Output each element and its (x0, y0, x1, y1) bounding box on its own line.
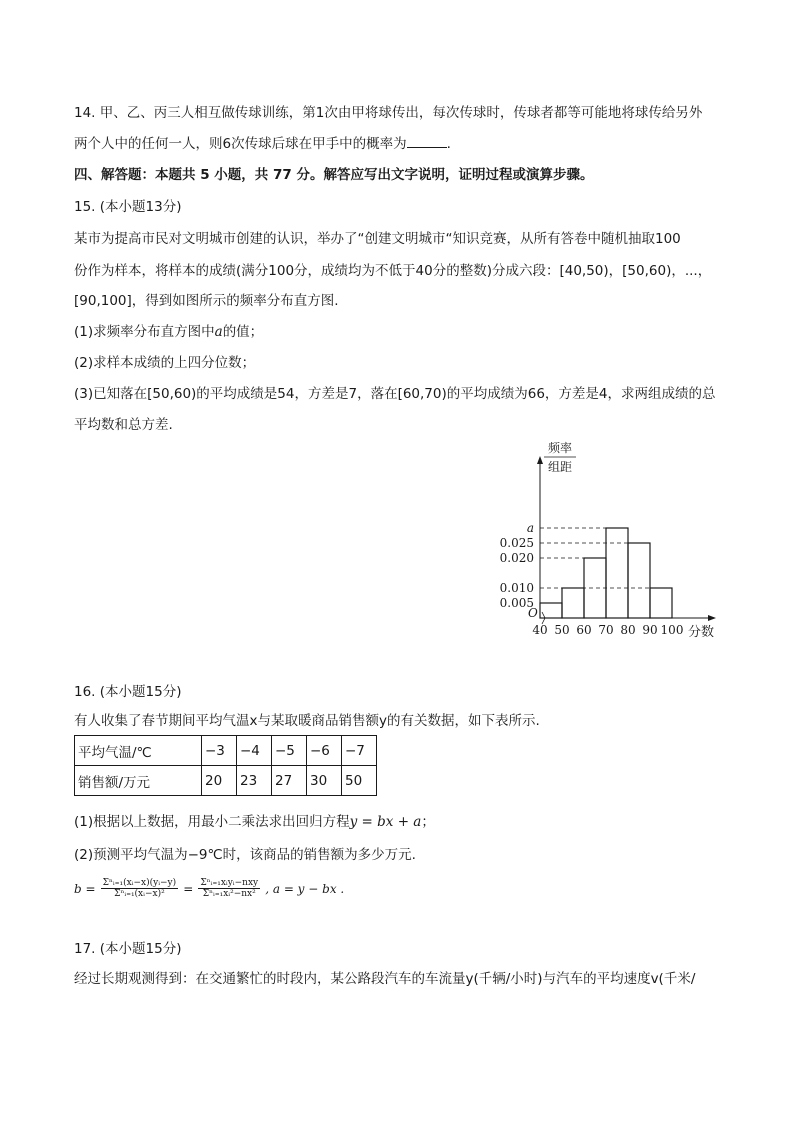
formula-frac1-numerator: Σⁿᵢ₌₁(xᵢ−x)(yᵢ−y) (102, 878, 177, 888)
q14-line2-text: 两个人中的任何一人，则6次传球后球在甲手中的概率为 (74, 136, 407, 152)
x-tick-label: 90 (642, 623, 658, 637)
q15-sub1-post: 的值； (222, 324, 264, 340)
formula-frac2-numerator: Σⁿᵢ₌₁xᵢyᵢ−nxy (200, 878, 259, 888)
y-label-numerator: 频率 (547, 441, 573, 455)
histogram-bar (562, 588, 584, 618)
table-cell: 23 (237, 766, 272, 796)
histogram-bar (606, 528, 628, 618)
data-table (74, 735, 377, 796)
table-cell: −4 (237, 736, 272, 766)
x-axis-arrow (708, 615, 716, 621)
q16-intro: 有人收集了春节期间平均气温x与某取暖商品销售额y的有关数据，如下表所示. (74, 713, 540, 729)
histogram-bar (628, 543, 650, 618)
histogram-bar (540, 603, 562, 618)
q15-sub1 (74, 323, 263, 341)
y-axis-arrow (537, 456, 543, 464)
q16-sub1-pre: (1)根据以上数据，用最小二乘法求出回归方程 (74, 814, 350, 830)
formula-fraction-2 (198, 878, 260, 899)
q15-line2: 份作为样本，将样本的成绩(满分100分，成绩均为不低于40分的整数)分成六段：[40,50)，[50,60)，...， (74, 263, 712, 279)
table-cell: −3 (202, 736, 237, 766)
q16-sub1-post: ； (421, 814, 435, 830)
y-tick-label: 0.010 (499, 581, 534, 595)
formula-frac2-denominator: Σⁿᵢ₌₁xᵢ²−nx² (202, 889, 256, 899)
x-tick-label: 80 (620, 623, 636, 637)
x-tick-label: 40 (532, 623, 548, 637)
q16-sub2: (2)预测平均气温为−9℃时，该商品的销售额为多少万元. (74, 847, 416, 863)
q16-header: 16. (本小题15分) (74, 684, 182, 700)
formula-equals: = (183, 882, 194, 896)
regression-equation: y = bx + a (349, 814, 422, 830)
origin-label: O (528, 606, 538, 620)
y-tick-label: a (526, 521, 534, 535)
table-cell: 50 (342, 766, 377, 796)
y-tick-label: 0.020 (499, 551, 534, 565)
table-cell: 27 (272, 766, 307, 796)
answer-blank (407, 135, 447, 148)
x-tick-label: 50 (554, 623, 570, 637)
formula-a-part: , a = y − bx . (265, 882, 345, 896)
section4-header: 四、解答题：本题共 5 小题，共 77 分。解答应写出文字说明，证明过程或演算步骤。 (74, 167, 594, 183)
q17-header: 17. (本小题15分) (74, 941, 182, 957)
q15-sub1-var: a (214, 324, 223, 340)
q17-line1: 经过长期观测得到：在交通繁忙的时段内，某公路段汽车的车流量y(千辆/小时)与汽车的平均速度v(千米/ (74, 971, 696, 987)
x-tick-label: 60 (576, 623, 592, 637)
q15-line3: [90,100]，得到如图所示的频率分布直方图. (74, 293, 339, 309)
q14-line2-end: . (446, 136, 451, 152)
y-tick-label: 0.005 (499, 596, 534, 610)
table-cell: −6 (307, 736, 342, 766)
x-tick-label: 100 (660, 623, 684, 637)
histogram-bar (650, 588, 672, 618)
table-row2-label: 销售额/万元 (75, 766, 202, 796)
q15-header: 15. (本小题13分) (74, 199, 182, 215)
x-axis-label: 分数 (688, 625, 715, 640)
q16-sub1 (74, 813, 435, 831)
histogram-bar (584, 558, 606, 618)
table-cell: 20 (202, 766, 237, 796)
frequency-histogram (490, 440, 730, 650)
formula-fraction-1 (101, 878, 179, 899)
table-cell: 30 (307, 766, 342, 796)
q15-sub3-line1: (3)已知落在[50,60)的平均成绩是54，方差是7，落在[60,70)的平均成绩为66，方差是4，求两组成绩的总 (74, 386, 716, 402)
table-cell: −7 (342, 736, 377, 766)
q14-line1: 14. 甲、乙、丙三人相互做传球训练，第1次由甲将球传出，每次传球时，传球者都等可能地将球传给另外 (74, 105, 703, 121)
table-row1-label: 平均气温/℃ (75, 736, 202, 766)
y-label-denominator: 组距 (547, 460, 573, 474)
q15-sub3-line2: 平均数和总方差. (74, 417, 173, 433)
formula-frac1-denominator: Σⁿᵢ₌₁(xᵢ−x)² (114, 889, 165, 899)
table-cell: −5 (272, 736, 307, 766)
table-row (75, 766, 377, 796)
y-tick-label: 0.025 (499, 536, 534, 550)
q15-line1: 某市为提高市民对文明城市创建的认识，举办了“创建文明城市“知识竞赛，从所有答卷中随机抽取100 (74, 231, 681, 247)
q15-sub1-pre: (1)求频率分布直方图中 (74, 324, 215, 340)
formula-b-lhs: b = (74, 882, 96, 896)
x-tick-label: 70 (598, 623, 614, 637)
q15-sub2: (2)求样本成绩的上四分位数； (74, 355, 256, 371)
q14-line2 (74, 135, 451, 153)
least-squares-formula (74, 878, 344, 899)
table-row (75, 736, 377, 766)
